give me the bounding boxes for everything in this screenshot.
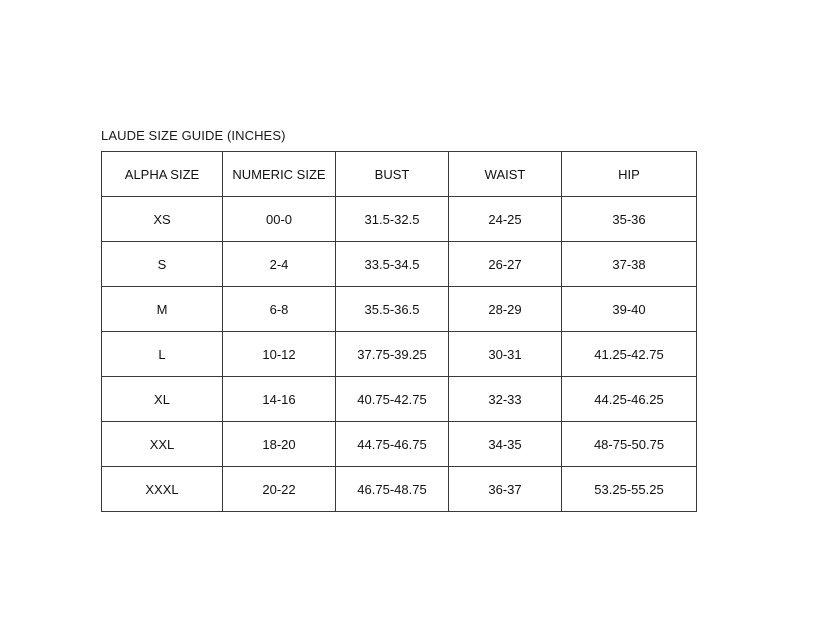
waist-cell: 28-29 [449,287,562,332]
hip-cell: 35-36 [562,197,697,242]
hip-cell: 39-40 [562,287,697,332]
waist-cell: 24-25 [449,197,562,242]
waist-cell: 26-27 [449,242,562,287]
alpha-size-cell: XXL [102,422,223,467]
bust-cell: 40.75-42.75 [336,377,449,422]
size-guide-title: LAUDE SIZE GUIDE (INCHES) [101,128,286,143]
size-guide-table [101,151,697,512]
bust-cell: 31.5-32.5 [336,197,449,242]
table-row [102,467,697,512]
bust-cell: 37.75-39.25 [336,332,449,377]
table-row [102,287,697,332]
alpha-size-cell: XXXL [102,467,223,512]
header-hip: HIP [562,152,697,197]
numeric-size-cell: 10-12 [223,332,336,377]
numeric-size-cell: 6-8 [223,287,336,332]
hip-cell: 44.25-46.25 [562,377,697,422]
table-row [102,422,697,467]
bust-cell: 46.75-48.75 [336,467,449,512]
alpha-size-cell: M [102,287,223,332]
hip-cell: 41.25-42.75 [562,332,697,377]
numeric-size-cell: 14-16 [223,377,336,422]
header-waist: WAIST [449,152,562,197]
header-numeric-size: NUMERIC SIZE [223,152,336,197]
bust-cell: 33.5-34.5 [336,242,449,287]
waist-cell: 36-37 [449,467,562,512]
hip-cell: 48-75-50.75 [562,422,697,467]
waist-cell: 30-31 [449,332,562,377]
waist-cell: 32-33 [449,377,562,422]
alpha-size-cell: L [102,332,223,377]
table-row [102,332,697,377]
table-header-row [102,152,697,197]
bust-cell: 35.5-36.5 [336,287,449,332]
numeric-size-cell: 00-0 [223,197,336,242]
hip-cell: 37-38 [562,242,697,287]
table-row [102,242,697,287]
alpha-size-cell: S [102,242,223,287]
waist-cell: 34-35 [449,422,562,467]
header-bust: BUST [336,152,449,197]
table-row [102,197,697,242]
numeric-size-cell: 20-22 [223,467,336,512]
alpha-size-cell: XS [102,197,223,242]
hip-cell: 53.25-55.25 [562,467,697,512]
bust-cell: 44.75-46.75 [336,422,449,467]
table-row [102,377,697,422]
numeric-size-cell: 18-20 [223,422,336,467]
numeric-size-cell: 2-4 [223,242,336,287]
alpha-size-cell: XL [102,377,223,422]
header-alpha-size: ALPHA SIZE [102,152,223,197]
